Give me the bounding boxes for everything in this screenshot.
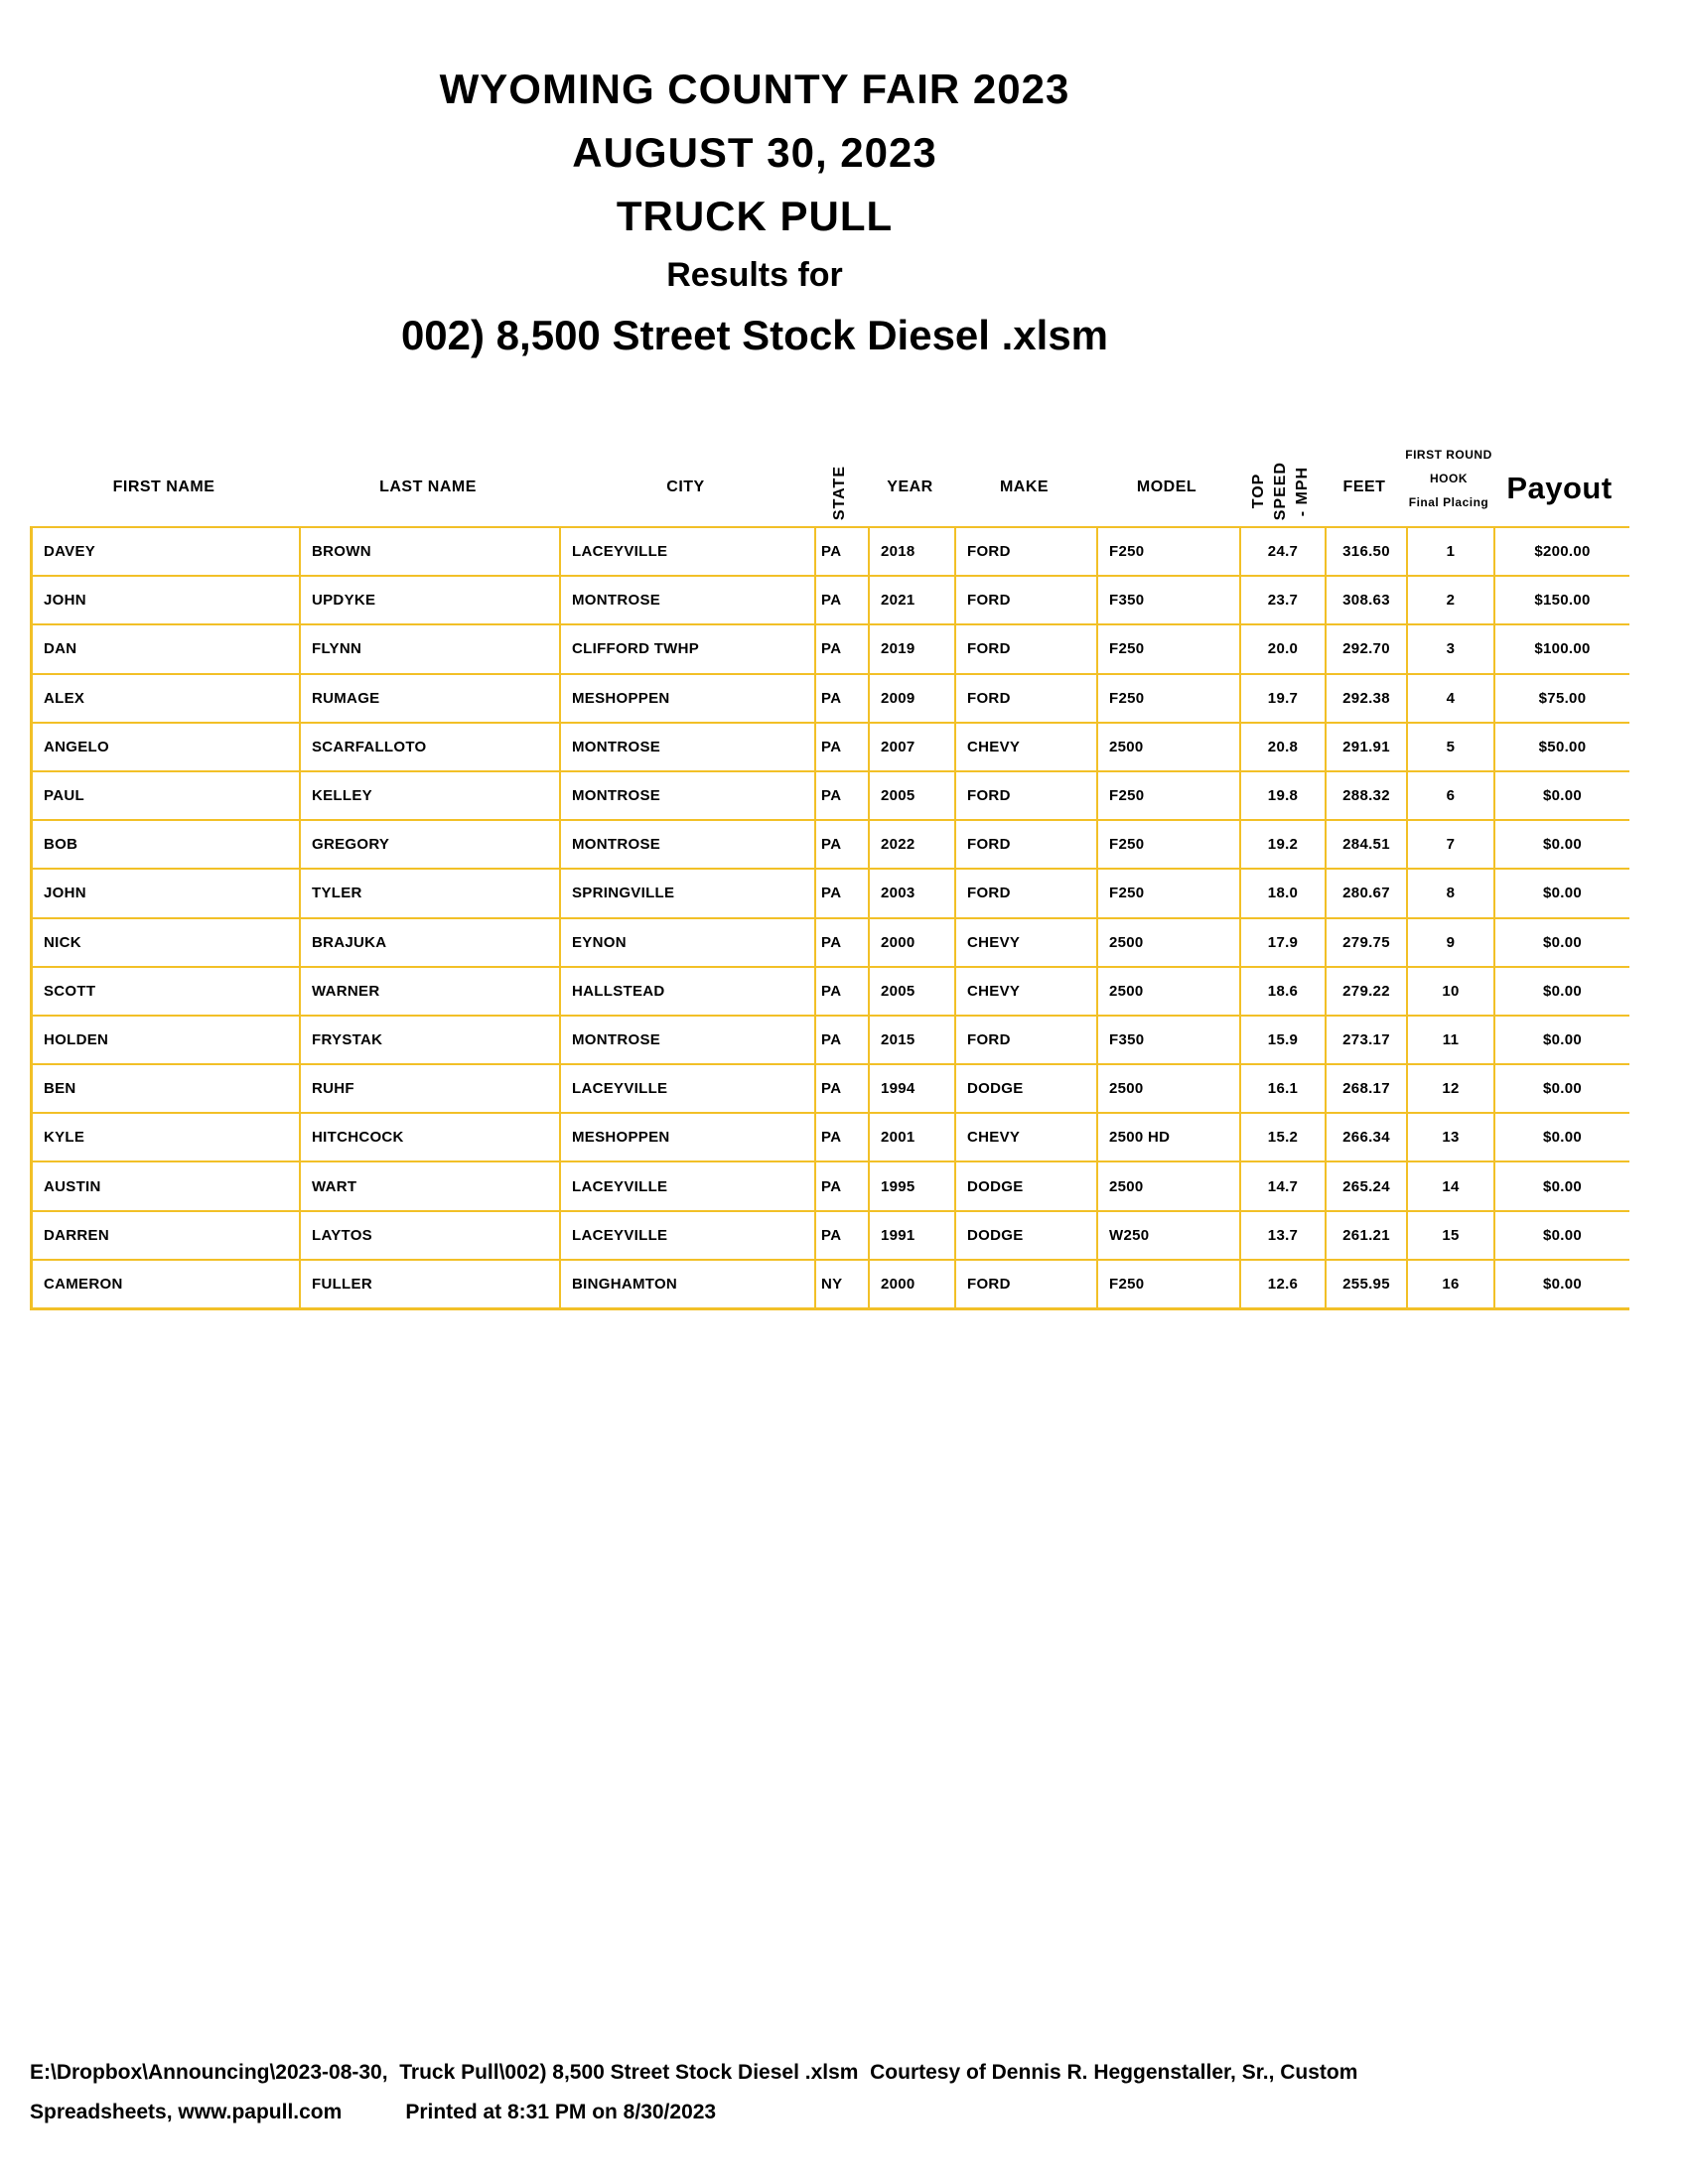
cell-model: 2500 bbox=[1098, 1162, 1241, 1209]
cell-state: PA bbox=[816, 821, 870, 868]
cell-city: LACEYVILLE bbox=[561, 1212, 816, 1259]
col-header-make: MAKE bbox=[999, 478, 1050, 495]
cell-first-name: BEN bbox=[33, 1065, 301, 1112]
cell-last-name: FULLER bbox=[301, 1261, 561, 1307]
cell-payout: $0.00 bbox=[1542, 933, 1583, 951]
cell-make: FORD bbox=[956, 1017, 1098, 1063]
cell-first-name: ALEX bbox=[33, 675, 301, 722]
cell-model: F250 bbox=[1098, 1261, 1241, 1307]
cell-year: 2021 bbox=[870, 577, 956, 623]
cell-state: PA bbox=[816, 1212, 870, 1259]
cell-state: PA bbox=[816, 1017, 870, 1063]
cell-year: 1991 bbox=[870, 1212, 956, 1259]
col-header-year: YEAR bbox=[887, 478, 933, 495]
cell-placing: 13 bbox=[1408, 1114, 1495, 1160]
cell-top-speed: 15.9 bbox=[1241, 1017, 1327, 1063]
footer-line-2 bbox=[30, 2101, 716, 2124]
cell-year: 2018 bbox=[870, 528, 956, 575]
cell-placing: 11 bbox=[1408, 1017, 1495, 1063]
cell-state: PA bbox=[816, 1065, 870, 1112]
cell-year: 2000 bbox=[870, 919, 956, 966]
table-row bbox=[33, 919, 1629, 968]
cell-city: HALLSTEAD bbox=[561, 968, 816, 1015]
cell-payout: $0.00 bbox=[1542, 1275, 1583, 1293]
cell-payout: $0.00 bbox=[1542, 1177, 1583, 1195]
cell-make: FORD bbox=[956, 821, 1098, 868]
col-header-feet: FEET bbox=[1342, 478, 1386, 495]
cell-model: F350 bbox=[1098, 1017, 1241, 1063]
cell-placing: 14 bbox=[1408, 1162, 1495, 1209]
cell-state: PA bbox=[816, 870, 870, 916]
cell-feet: 316.50 bbox=[1327, 528, 1408, 575]
cell-year: 2015 bbox=[870, 1017, 956, 1063]
cell-first-name: DAVEY bbox=[33, 528, 301, 575]
cell-make: DODGE bbox=[956, 1162, 1098, 1209]
cell-last-name: RUHF bbox=[301, 1065, 561, 1112]
cell-make: FORD bbox=[956, 625, 1098, 672]
cell-last-name: WARNER bbox=[301, 968, 561, 1015]
cell-first-name: DARREN bbox=[33, 1212, 301, 1259]
cell-payout: $75.00 bbox=[1538, 689, 1587, 707]
cell-top-speed: 23.7 bbox=[1241, 577, 1327, 623]
cell-model: 2500 bbox=[1098, 968, 1241, 1015]
cell-city: MONTROSE bbox=[561, 1017, 816, 1063]
cell-make: FORD bbox=[956, 1261, 1098, 1307]
cell-model: F250 bbox=[1098, 528, 1241, 575]
cell-first-name: BOB bbox=[33, 821, 301, 868]
table-row bbox=[33, 1212, 1629, 1261]
cell-year: 2000 bbox=[870, 1261, 956, 1307]
cell-payout: $0.00 bbox=[1542, 982, 1583, 1000]
cell-feet: 265.24 bbox=[1327, 1162, 1408, 1209]
cell-first-name: SCOTT bbox=[33, 968, 301, 1015]
table-row bbox=[33, 577, 1629, 625]
cell-make: DODGE bbox=[956, 1065, 1098, 1112]
cell-last-name: LAYTOS bbox=[301, 1212, 561, 1259]
cell-top-speed: 20.8 bbox=[1241, 724, 1327, 770]
cell-first-name: NICK bbox=[33, 919, 301, 966]
cell-top-speed: 18.0 bbox=[1241, 870, 1327, 916]
cell-year: 2001 bbox=[870, 1114, 956, 1160]
table-row bbox=[33, 675, 1629, 724]
cell-feet: 284.51 bbox=[1327, 821, 1408, 868]
cell-city: EYNON bbox=[561, 919, 816, 966]
cell-placing: 2 bbox=[1408, 577, 1495, 623]
cell-placing: 8 bbox=[1408, 870, 1495, 916]
cell-placing: 10 bbox=[1408, 968, 1495, 1015]
cell-year: 1994 bbox=[870, 1065, 956, 1112]
cell-model: F250 bbox=[1098, 625, 1241, 672]
table-row bbox=[33, 1017, 1629, 1065]
cell-first-name: CAMERON bbox=[33, 1261, 301, 1307]
cell-payout: $100.00 bbox=[1534, 640, 1591, 658]
cell-payout: $0.00 bbox=[1542, 836, 1583, 854]
cell-feet: 288.32 bbox=[1327, 772, 1408, 819]
state-vertical-label: STATE bbox=[831, 465, 848, 520]
cell-model: W250 bbox=[1098, 1212, 1241, 1259]
table-row bbox=[33, 968, 1629, 1017]
cell-make: FORD bbox=[956, 772, 1098, 819]
results-table-body bbox=[30, 526, 1629, 1310]
table-row bbox=[33, 1261, 1629, 1309]
cell-year: 2019 bbox=[870, 625, 956, 672]
hook-header-line-3: Final Placing bbox=[1408, 495, 1489, 509]
event-title: WYOMING COUNTY FAIR 2023 bbox=[439, 66, 1070, 112]
col-header-hook-placing bbox=[1405, 443, 1492, 526]
cell-model: 2500 bbox=[1098, 919, 1241, 966]
cell-last-name: BROWN bbox=[301, 528, 561, 575]
col-header-model: MODEL bbox=[1136, 478, 1197, 495]
cell-city: BINGHAMTON bbox=[561, 1261, 816, 1307]
cell-state: NY bbox=[816, 1261, 870, 1307]
col-header-state bbox=[813, 466, 867, 526]
cell-model: F250 bbox=[1098, 821, 1241, 868]
cell-top-speed: 19.2 bbox=[1241, 821, 1327, 868]
cell-city: MONTROSE bbox=[561, 577, 816, 623]
cell-placing: 3 bbox=[1408, 625, 1495, 672]
cell-year: 2005 bbox=[870, 968, 956, 1015]
table-row bbox=[33, 1162, 1629, 1211]
hook-header-line-2: HOOK bbox=[1430, 472, 1468, 485]
cell-payout: $0.00 bbox=[1542, 1129, 1583, 1147]
event-type: TRUCK PULL bbox=[616, 193, 894, 239]
cell-top-speed: 16.1 bbox=[1241, 1065, 1327, 1112]
cell-first-name: HOLDEN bbox=[33, 1017, 301, 1063]
cell-placing: 12 bbox=[1408, 1065, 1495, 1112]
col-header-top-speed bbox=[1238, 462, 1324, 526]
table-row bbox=[33, 1065, 1629, 1114]
cell-last-name: SCARFALLOTO bbox=[301, 724, 561, 770]
cell-city: CLIFFORD TWHP bbox=[561, 625, 816, 672]
cell-payout: $0.00 bbox=[1542, 1226, 1583, 1244]
cell-make: FORD bbox=[956, 528, 1098, 575]
cell-placing: 1 bbox=[1408, 528, 1495, 575]
cell-city: MESHOPPEN bbox=[561, 1114, 816, 1160]
results-for-label: Results for bbox=[666, 256, 843, 294]
cell-feet: 261.21 bbox=[1327, 1212, 1408, 1259]
cell-top-speed: 20.0 bbox=[1241, 625, 1327, 672]
cell-last-name: TYLER bbox=[301, 870, 561, 916]
cell-state: PA bbox=[816, 625, 870, 672]
cell-feet: 266.34 bbox=[1327, 1114, 1408, 1160]
top-speed-word-3: - MPH bbox=[1294, 466, 1311, 516]
cell-state: PA bbox=[816, 1114, 870, 1160]
cell-feet: 280.67 bbox=[1327, 870, 1408, 916]
cell-model: 2500 bbox=[1098, 1065, 1241, 1112]
cell-top-speed: 15.2 bbox=[1241, 1114, 1327, 1160]
cell-top-speed: 12.6 bbox=[1241, 1261, 1327, 1307]
table-row bbox=[33, 528, 1629, 577]
cell-last-name: GREGORY bbox=[301, 821, 561, 868]
cell-first-name: KYLE bbox=[33, 1114, 301, 1160]
cell-top-speed: 24.7 bbox=[1241, 528, 1327, 575]
col-header-first-name: FIRST NAME bbox=[112, 478, 215, 495]
cell-payout: $0.00 bbox=[1542, 1080, 1583, 1098]
cell-top-speed: 19.8 bbox=[1241, 772, 1327, 819]
table-row bbox=[33, 724, 1629, 772]
cell-city: MONTROSE bbox=[561, 772, 816, 819]
top-speed-word-2: SPEED bbox=[1272, 461, 1289, 520]
event-date: AUGUST 30, 2023 bbox=[572, 129, 937, 176]
table-row bbox=[33, 1114, 1629, 1162]
table-row bbox=[33, 821, 1629, 870]
cell-top-speed: 18.6 bbox=[1241, 968, 1327, 1015]
cell-last-name: UPDYKE bbox=[301, 577, 561, 623]
cell-payout: $150.00 bbox=[1534, 592, 1591, 610]
cell-last-name: BRAJUKA bbox=[301, 919, 561, 966]
cell-make: CHEVY bbox=[956, 968, 1098, 1015]
cell-year: 2007 bbox=[870, 724, 956, 770]
cell-city: LACEYVILLE bbox=[561, 1065, 816, 1112]
cell-feet: 279.22 bbox=[1327, 968, 1408, 1015]
cell-top-speed: 17.9 bbox=[1241, 919, 1327, 966]
cell-year: 2022 bbox=[870, 821, 956, 868]
table-row bbox=[33, 625, 1629, 674]
cell-feet: 292.38 bbox=[1327, 675, 1408, 722]
cell-year: 1995 bbox=[870, 1162, 956, 1209]
cell-top-speed: 19.7 bbox=[1241, 675, 1327, 722]
cell-state: PA bbox=[816, 1162, 870, 1209]
cell-make: CHEVY bbox=[956, 919, 1098, 966]
cell-last-name: FRYSTAK bbox=[301, 1017, 561, 1063]
cell-payout: $0.00 bbox=[1542, 885, 1583, 902]
cell-city: SPRINGVILLE bbox=[561, 870, 816, 916]
cell-first-name: JOHN bbox=[33, 577, 301, 623]
cell-placing: 6 bbox=[1408, 772, 1495, 819]
cell-last-name: WART bbox=[301, 1162, 561, 1209]
cell-first-name: PAUL bbox=[33, 772, 301, 819]
cell-make: FORD bbox=[956, 577, 1098, 623]
cell-model: F350 bbox=[1098, 577, 1241, 623]
cell-make: CHEVY bbox=[956, 724, 1098, 770]
cell-payout: $200.00 bbox=[1534, 543, 1591, 561]
cell-payout: $0.00 bbox=[1542, 1030, 1583, 1048]
cell-state: PA bbox=[816, 724, 870, 770]
col-header-payout: Payout bbox=[1506, 471, 1613, 505]
cell-feet: 308.63 bbox=[1327, 577, 1408, 623]
cell-city: LACEYVILLE bbox=[561, 528, 816, 575]
cell-model: F250 bbox=[1098, 772, 1241, 819]
cell-placing: 5 bbox=[1408, 724, 1495, 770]
cell-feet: 255.95 bbox=[1327, 1261, 1408, 1307]
cell-model: 2500 bbox=[1098, 724, 1241, 770]
cell-placing: 7 bbox=[1408, 821, 1495, 868]
cell-city: MONTROSE bbox=[561, 724, 816, 770]
cell-model: F250 bbox=[1098, 870, 1241, 916]
cell-feet: 279.75 bbox=[1327, 919, 1408, 966]
cell-state: PA bbox=[816, 919, 870, 966]
cell-payout: $0.00 bbox=[1542, 787, 1583, 805]
cell-city: MESHOPPEN bbox=[561, 675, 816, 722]
hook-header-line-1: FIRST ROUND bbox=[1405, 448, 1492, 462]
class-name: 002) 8,500 Street Stock Diesel .xlsm bbox=[400, 312, 1109, 358]
cell-state: PA bbox=[816, 968, 870, 1015]
cell-feet: 268.17 bbox=[1327, 1065, 1408, 1112]
cell-make: CHEVY bbox=[956, 1114, 1098, 1160]
cell-last-name: HITCHCOCK bbox=[301, 1114, 561, 1160]
cell-feet: 291.91 bbox=[1327, 724, 1408, 770]
col-header-city: CITY bbox=[666, 478, 705, 495]
cell-top-speed: 14.7 bbox=[1241, 1162, 1327, 1209]
cell-placing: 15 bbox=[1408, 1212, 1495, 1259]
cell-year: 2009 bbox=[870, 675, 956, 722]
top-speed-word-1: TOP bbox=[1250, 473, 1267, 509]
cell-make: FORD bbox=[956, 675, 1098, 722]
cell-city: MONTROSE bbox=[561, 821, 816, 868]
cell-first-name: AUSTIN bbox=[33, 1162, 301, 1209]
cell-model: 2500 HD bbox=[1098, 1114, 1241, 1160]
table-row bbox=[33, 870, 1629, 918]
cell-placing: 4 bbox=[1408, 675, 1495, 722]
cell-last-name: FLYNN bbox=[301, 625, 561, 672]
footer-file-path: E:\Dropbox\Announcing\2023-08-30, Truck Pull\002) 8,500 Street Stock Diesel .xlsm Courtesy of Dennis R. Heggenstaller, Sr., Custom bbox=[30, 2061, 1358, 2084]
cell-state: PA bbox=[816, 577, 870, 623]
cell-feet: 273.17 bbox=[1327, 1017, 1408, 1063]
footer-website: Spreadsheets, www.papull.com bbox=[30, 2101, 343, 2123]
cell-year: 2003 bbox=[870, 870, 956, 916]
table-row bbox=[33, 772, 1629, 821]
cell-feet: 292.70 bbox=[1327, 625, 1408, 672]
table-header-row bbox=[30, 413, 1626, 526]
cell-state: PA bbox=[816, 528, 870, 575]
cell-make: FORD bbox=[956, 870, 1098, 916]
cell-placing: 16 bbox=[1408, 1261, 1495, 1307]
cell-state: PA bbox=[816, 772, 870, 819]
cell-year: 2005 bbox=[870, 772, 956, 819]
top-speed-vertical-group bbox=[1250, 462, 1312, 520]
cell-state: PA bbox=[816, 675, 870, 722]
cell-payout: $50.00 bbox=[1538, 738, 1587, 755]
cell-last-name: KELLEY bbox=[301, 772, 561, 819]
footer-printed-timestamp: Printed at 8:31 PM on 8/30/2023 bbox=[405, 2101, 717, 2123]
cell-first-name: JOHN bbox=[33, 870, 301, 916]
cell-placing: 9 bbox=[1408, 919, 1495, 966]
cell-first-name: ANGELO bbox=[33, 724, 301, 770]
cell-first-name: DAN bbox=[33, 625, 301, 672]
cell-model: F250 bbox=[1098, 675, 1241, 722]
cell-make: DODGE bbox=[956, 1212, 1098, 1259]
cell-last-name: RUMAGE bbox=[301, 675, 561, 722]
cell-top-speed: 13.7 bbox=[1241, 1212, 1327, 1259]
cell-city: LACEYVILLE bbox=[561, 1162, 816, 1209]
col-header-last-name: LAST NAME bbox=[379, 478, 477, 495]
